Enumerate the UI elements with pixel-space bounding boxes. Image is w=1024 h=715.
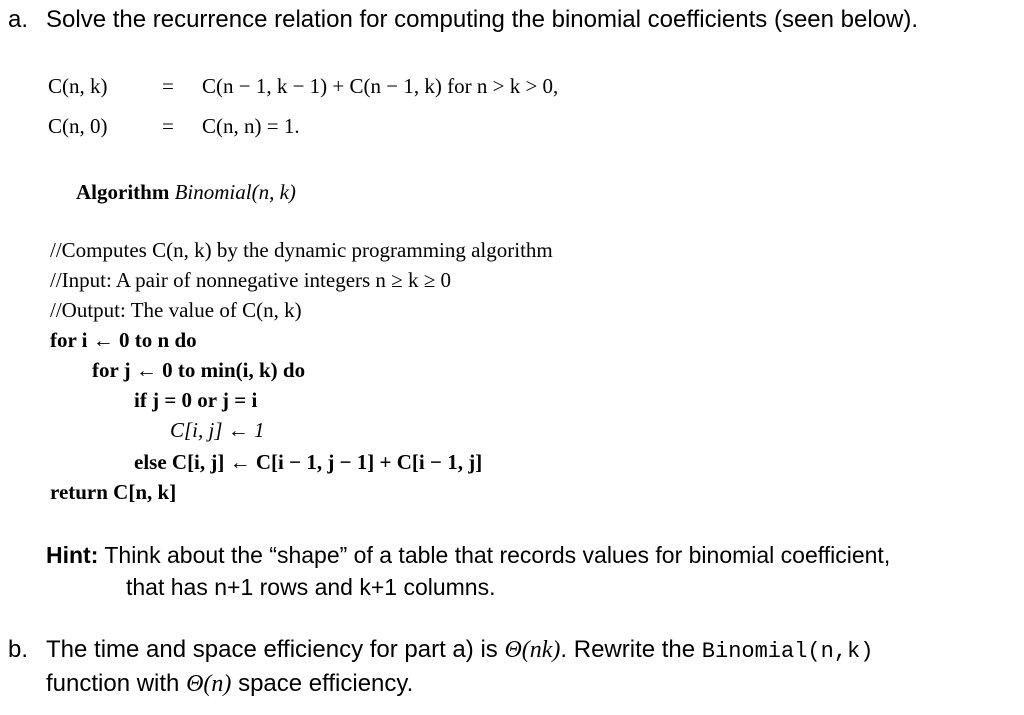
recurrence-line1-rhs: C(n − 1, k − 1) + C(n − 1, k) for n > k > 0, [202, 74, 559, 98]
part-b-line-2 [46, 670, 413, 698]
hint-line-1 [46, 542, 890, 569]
recurrence-line2-rhs: C(n, n) = 1. [202, 114, 300, 138]
algorithm-title [76, 180, 296, 205]
recurrence-line1-lhs: C(n, k) [48, 74, 108, 98]
algorithm-for-i: for i ← 0 to n do [50, 328, 197, 352]
algorithm-comment-2: //Input: A pair of nonnegative integers n ≥ k ≥ 0 [50, 268, 451, 292]
algorithm-return: return C[n, k] [50, 480, 177, 504]
algorithm-comment-3: //Output: The value of C(n, k) [50, 298, 302, 322]
part-b-line2-pre: function with [46, 670, 187, 697]
part-b-line2-post: space efficiency. [231, 670, 414, 697]
algorithm-if: if j = 0 or j = i [134, 388, 258, 412]
recurrence-line1-eq: = [162, 74, 174, 98]
theta-nk: Θ(nk) [504, 637, 561, 663]
binomial-code: Binomial(n,k) [701, 639, 874, 664]
algorithm-for-j: for j ← 0 to min(i, k) do [92, 358, 306, 382]
hint-text-1: Think about the “shape” of a table that records values for binomial coefficient, [104, 542, 891, 568]
part-b-text-2: . Rewrite the [560, 636, 702, 663]
theta-n: Θ(n) [186, 671, 232, 697]
part-a-letter: a. [8, 6, 29, 33]
recurrence-line2-eq: = [162, 114, 174, 138]
part-b-text-1: The time and space efficiency for part a) is [46, 636, 505, 663]
algorithm-else: else C[i, j] ← C[i − 1, j − 1] + C[i − 1, j] [134, 450, 483, 474]
part-a-prompt: Solve the recurrence relation for computing the binomial coefficients (seen below). [46, 6, 919, 33]
part-b-letter: b. [8, 636, 29, 663]
hint-label: Hint: [46, 542, 99, 568]
algorithm-keyword: Algorithm [76, 180, 170, 204]
algorithm-assign-one: C[i, j] ← 1 [170, 418, 265, 442]
algorithm-name: Binomial(n, k) [174, 180, 296, 204]
recurrence-line2-lhs: C(n, 0) [48, 114, 108, 138]
algorithm-comment-1: //Computes C(n, k) by the dynamic programming algorithm [50, 238, 553, 262]
hint-line-2: that has n+1 rows and k+1 columns. [126, 574, 496, 600]
part-b-line-1 [46, 636, 873, 664]
